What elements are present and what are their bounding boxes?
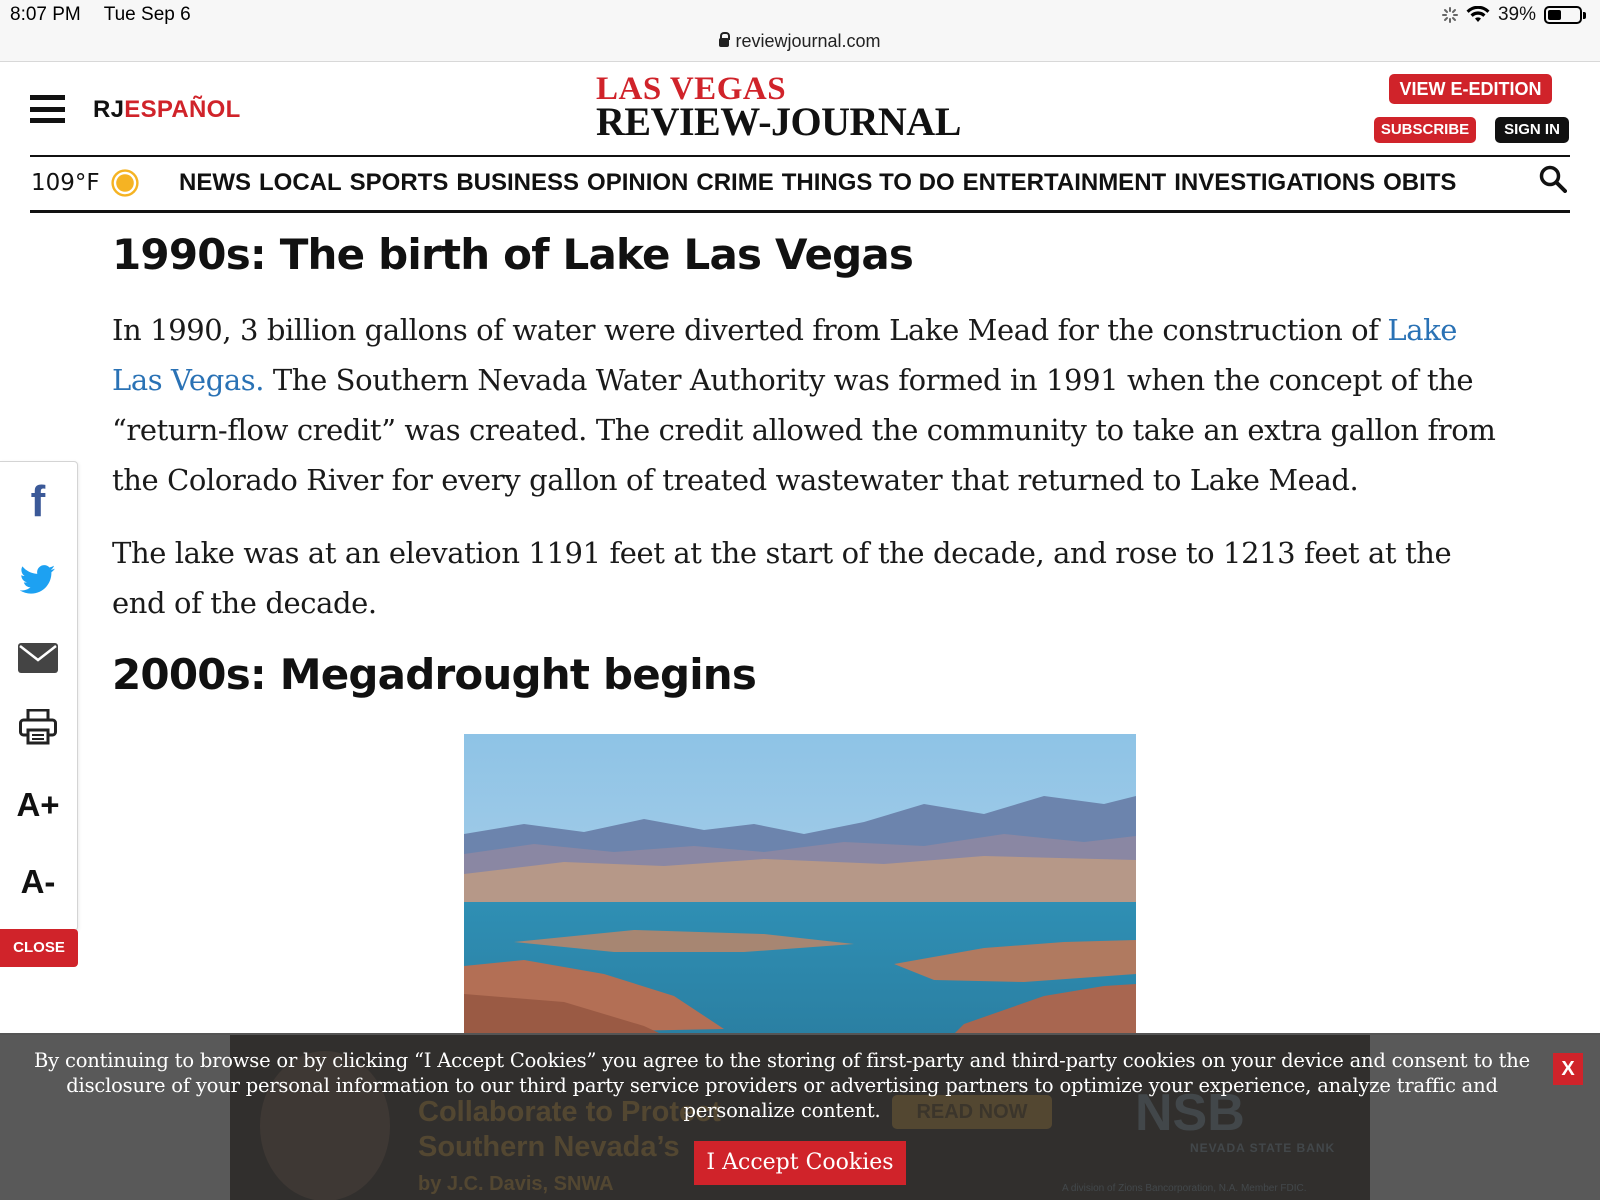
- browser-status-bar: [0, 0, 1600, 62]
- cookie-consent-banner: [0, 1033, 1600, 1200]
- main-nav: [179, 169, 1456, 197]
- sign-in-button[interactable]: SIGN IN: [1495, 117, 1569, 143]
- article-paragraph-1: [112, 305, 1507, 505]
- nav-investigations[interactable]: INVESTIGATIONS: [1174, 169, 1376, 196]
- twitter-icon: [20, 565, 56, 595]
- twitter-share-button[interactable]: [0, 555, 76, 605]
- battery-icon: [1544, 6, 1582, 24]
- view-e-edition-button[interactable]: VIEW E-EDITION: [1389, 74, 1552, 104]
- accept-cookies-button[interactable]: I Accept Cookies: [694, 1141, 906, 1185]
- subscribe-button[interactable]: SUBSCRIBE: [1374, 117, 1476, 143]
- mail-icon: [18, 643, 58, 673]
- lock-icon: [719, 38, 729, 47]
- paragraph-1-text-end: The Southern Nevada Water Authority was formed in 1991 when the concept of the “return-flow credit” was created. The credit allowed the community to take an extra gallon from the Colorado River for every gallon of treated wastewater that returned to Lake Mead.: [112, 363, 1496, 497]
- nav-local[interactable]: LOCAL: [259, 169, 342, 196]
- facebook-icon: f: [30, 477, 46, 526]
- wifi-icon: [1466, 6, 1490, 24]
- lake-las-vegas-link[interactable]: Lake Las Vegas.: [112, 313, 1458, 397]
- sun-icon: [116, 174, 134, 192]
- cookie-close-button[interactable]: X: [1553, 1053, 1583, 1085]
- nav-crime[interactable]: CRIME: [696, 169, 774, 196]
- weather-widget[interactable]: [31, 170, 136, 196]
- espanol-label: ESPAÑOL: [124, 96, 241, 123]
- battery-tip: [1583, 12, 1586, 19]
- site-logo[interactable]: [596, 71, 1006, 144]
- paragraph-1-text-start: In 1990, 3 billion gallons of water were diverted from Lake Mead for the construction of: [112, 313, 1388, 347]
- decrease-font-button[interactable]: A-: [20, 863, 56, 900]
- search-icon[interactable]: [1539, 165, 1567, 193]
- nav-divider-bottom: [30, 210, 1570, 213]
- printer-icon: [19, 709, 57, 745]
- cookie-consent-text: By continuing to browse or by clicking “I Accept Cookies” you agree to the storing of first-party and third-party cookies on your device and consent to the disclosure of your personal information to our third party service providers or advertising partners to optimize your experience, analyze traffic and personalize content.: [34, 1049, 1530, 1122]
- nav-entertainment[interactable]: ENTERTAINMENT: [962, 169, 1167, 196]
- share-rail: [0, 461, 78, 931]
- rj-espanol-link[interactable]: [93, 96, 241, 124]
- share-rail-close-button[interactable]: CLOSE: [0, 929, 78, 967]
- battery-percent: 39%: [1497, 4, 1536, 25]
- menu-icon[interactable]: [30, 95, 65, 123]
- status-time: 8:07 PM: [10, 4, 81, 25]
- facebook-share-button[interactable]: [0, 477, 76, 527]
- increase-font-button[interactable]: A+: [16, 786, 60, 823]
- nav-divider-top: [30, 155, 1570, 157]
- url-text: reviewjournal.com: [735, 31, 881, 51]
- activity-spinner-icon: [1442, 7, 1458, 23]
- logo-review-journal: REVIEW-JOURNAL: [596, 99, 961, 144]
- status-date: Tue Sep 6: [103, 4, 191, 25]
- nav-opinion[interactable]: OPINION: [587, 169, 689, 196]
- address-bar[interactable]: [0, 31, 1600, 52]
- nav-business[interactable]: BUSINESS: [456, 169, 580, 196]
- status-indicators: [1442, 4, 1586, 26]
- print-button[interactable]: [0, 702, 76, 752]
- nav-things-to-do[interactable]: THINGS TO DO: [781, 169, 955, 196]
- rj-label: RJ: [93, 96, 125, 123]
- logo-las-vegas: LAS VEGAS: [596, 71, 787, 107]
- section-heading-1990s: 1990s: The birth of Lake Las Vegas: [112, 230, 914, 279]
- nav-sports[interactable]: SPORTS: [349, 169, 449, 196]
- article-paragraph-2: The lake was at an elevation 1191 feet at the start of the decade, and rose to 1213 feet at the end of the decade.: [112, 536, 1452, 620]
- temperature: 109°F: [31, 170, 100, 196]
- email-share-button[interactable]: [0, 633, 76, 683]
- status-clock: [10, 4, 209, 26]
- nav-obits[interactable]: OBITS: [1383, 169, 1457, 196]
- section-heading-2000s: 2000s: Megadrought begins: [112, 650, 757, 699]
- nav-news[interactable]: NEWS: [179, 169, 251, 196]
